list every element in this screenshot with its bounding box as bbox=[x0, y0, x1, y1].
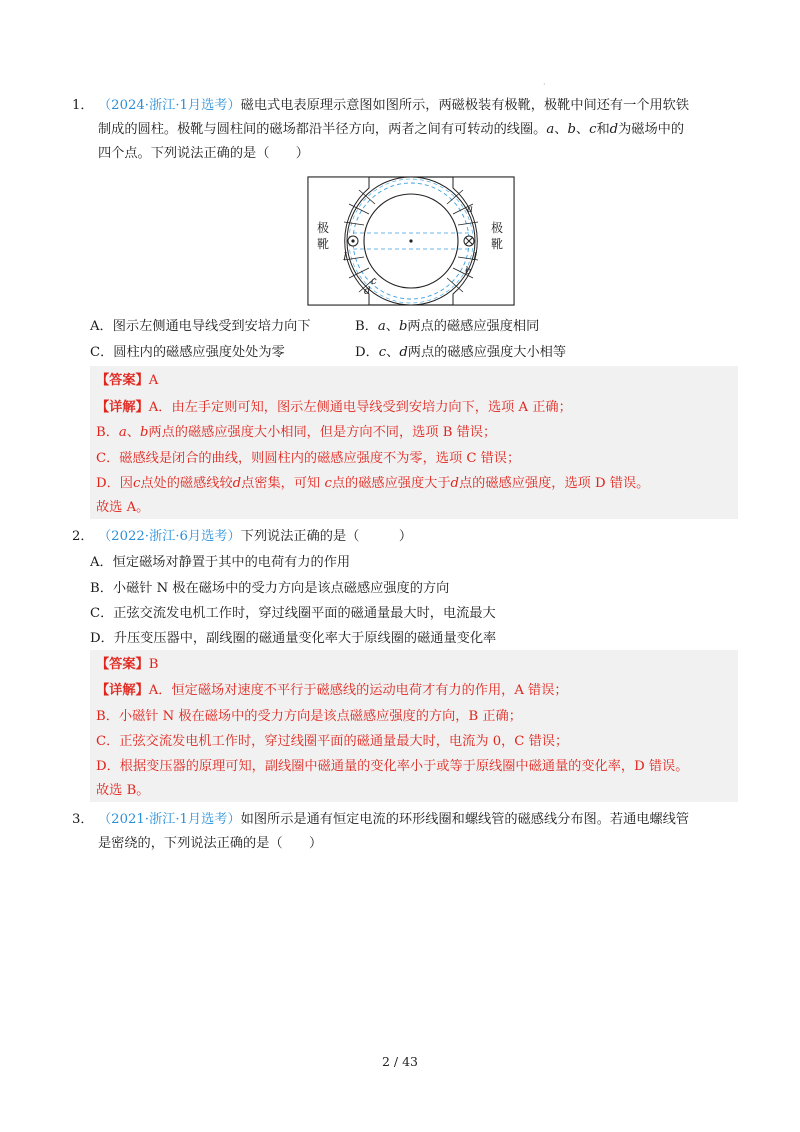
question-number: 3． bbox=[72, 812, 94, 827]
question-source: （2024·浙江·1月选考） bbox=[98, 98, 241, 113]
question-1 bbox=[72, 94, 732, 166]
question-stem: （2021·浙江·1月选考）如图所示是通有恒定电流的环形线圈和螺线管的磁感线分布图。若通电螺线管 是密绕的，下列说法正确的是（ ） bbox=[98, 812, 690, 851]
q2-detail-3: C．正弦交流发电机工作时，穿过线圈平面的磁通量最大时，电流为 0，C 错误； bbox=[96, 734, 569, 749]
page-number: 2 / 43 bbox=[381, 1054, 419, 1069]
galvanometer-figure bbox=[307, 176, 515, 306]
q2-option-c: C．正弦交流发电机工作时，穿过线圈平面的磁通量最大时，电流最大 bbox=[90, 606, 496, 621]
q2-detail-2: B．小磁针 N 极在磁场中的受力方向是该点磁感应强度的方向，B 正确； bbox=[96, 709, 522, 724]
question-source: （2022·浙江·6月选考） bbox=[98, 529, 241, 544]
question-stem: （2022·浙江·6月选考）下列说法正确的是（ ） bbox=[98, 529, 413, 544]
point-c-label: c bbox=[371, 276, 377, 287]
question-3 bbox=[72, 808, 732, 856]
axis-dot bbox=[409, 239, 412, 242]
q1-conclusion: 故选 A。 bbox=[96, 500, 150, 515]
q1-detail-3: C．磁感线是闭合的曲线，则圆柱内的磁感应强度不为零，选项 C 错误； bbox=[96, 451, 521, 466]
point-b-label: b bbox=[465, 266, 472, 277]
q2-option-b: B．小磁针 N 极在磁场中的受力方向是该点磁感应强度的方向 bbox=[90, 581, 450, 596]
q1-option-c: C．圆柱内的磁感应强度处处为零 bbox=[90, 345, 285, 360]
q1-option-a: A．图示左侧通电导线受到安培力向下 bbox=[90, 319, 311, 334]
decorative-dot: · bbox=[543, 80, 546, 89]
q1-detail-1: 【详解】A．由左手定则可知，图示左侧通电导线受到安培力向下，选项 A 正确； bbox=[96, 400, 572, 415]
q2-conclusion: 故选 B。 bbox=[96, 783, 150, 798]
q1-detail-4: D．因c点处的磁感线较d点密集，可知 c点的磁感应强度大于d点的磁感应强度，选项 D 错误。 bbox=[96, 476, 650, 491]
question-number: 2． bbox=[72, 529, 94, 544]
q2-option-a: A．恒定磁场对静置于其中的电荷有力的作用 bbox=[90, 555, 351, 570]
left-label-2: 靴 bbox=[317, 237, 330, 251]
right-label-1: 极 bbox=[491, 221, 504, 235]
q1-answer-box bbox=[90, 366, 738, 519]
left-label-1: 极 bbox=[317, 221, 330, 235]
question-stem: （2024·浙江·1月选考）磁电式电表原理示意图如图所示，两磁极装有极靴，极靴中间还有一个用软铁 制成的圆柱。极靴与圆柱间的磁场都沿半径方向，两者之间有可转动的线圈。a、b、c和d为磁场中的 四个点。下列说法正确的是（ ） bbox=[98, 98, 690, 161]
q2-detail-4: D．根据变压器的原理可知，副线圈中磁通量的变化率小于或等于原线圈中磁通量的变化率，D 错误。 bbox=[96, 759, 689, 774]
q2-answer-box bbox=[90, 650, 738, 802]
question-2 bbox=[72, 525, 732, 549]
q2-answer: 【答案】B bbox=[96, 657, 159, 672]
right-label-2: 靴 bbox=[491, 237, 504, 251]
current-label-right: I bbox=[473, 252, 477, 263]
q1-detail-2: B．a、b两点的磁感应强度大小相同，但是方向不同，选项 B 错误； bbox=[96, 425, 497, 440]
question-source: （2021·浙江·1月选考） bbox=[98, 812, 241, 827]
point-d-label: d bbox=[364, 286, 371, 297]
q1-option-b: B．a、b两点的磁感应强度相同 bbox=[355, 319, 540, 334]
current-label-left: I bbox=[343, 252, 347, 263]
q2-option-d: D．升压变压器中，副线圈的磁通量变化率大于原线圈的磁通量变化率 bbox=[90, 631, 497, 646]
point-a-label: a bbox=[467, 204, 473, 215]
q1-answer: 【答案】A bbox=[96, 373, 159, 388]
question-number: 1． bbox=[72, 98, 94, 113]
q2-detail-1: 【详解】A．恒定磁场对速度不平行于磁感线的运动电荷才有力的作用，A 错误； bbox=[96, 683, 568, 698]
q1-option-d: D．c、d两点的磁感应强度大小相等 bbox=[355, 345, 567, 360]
